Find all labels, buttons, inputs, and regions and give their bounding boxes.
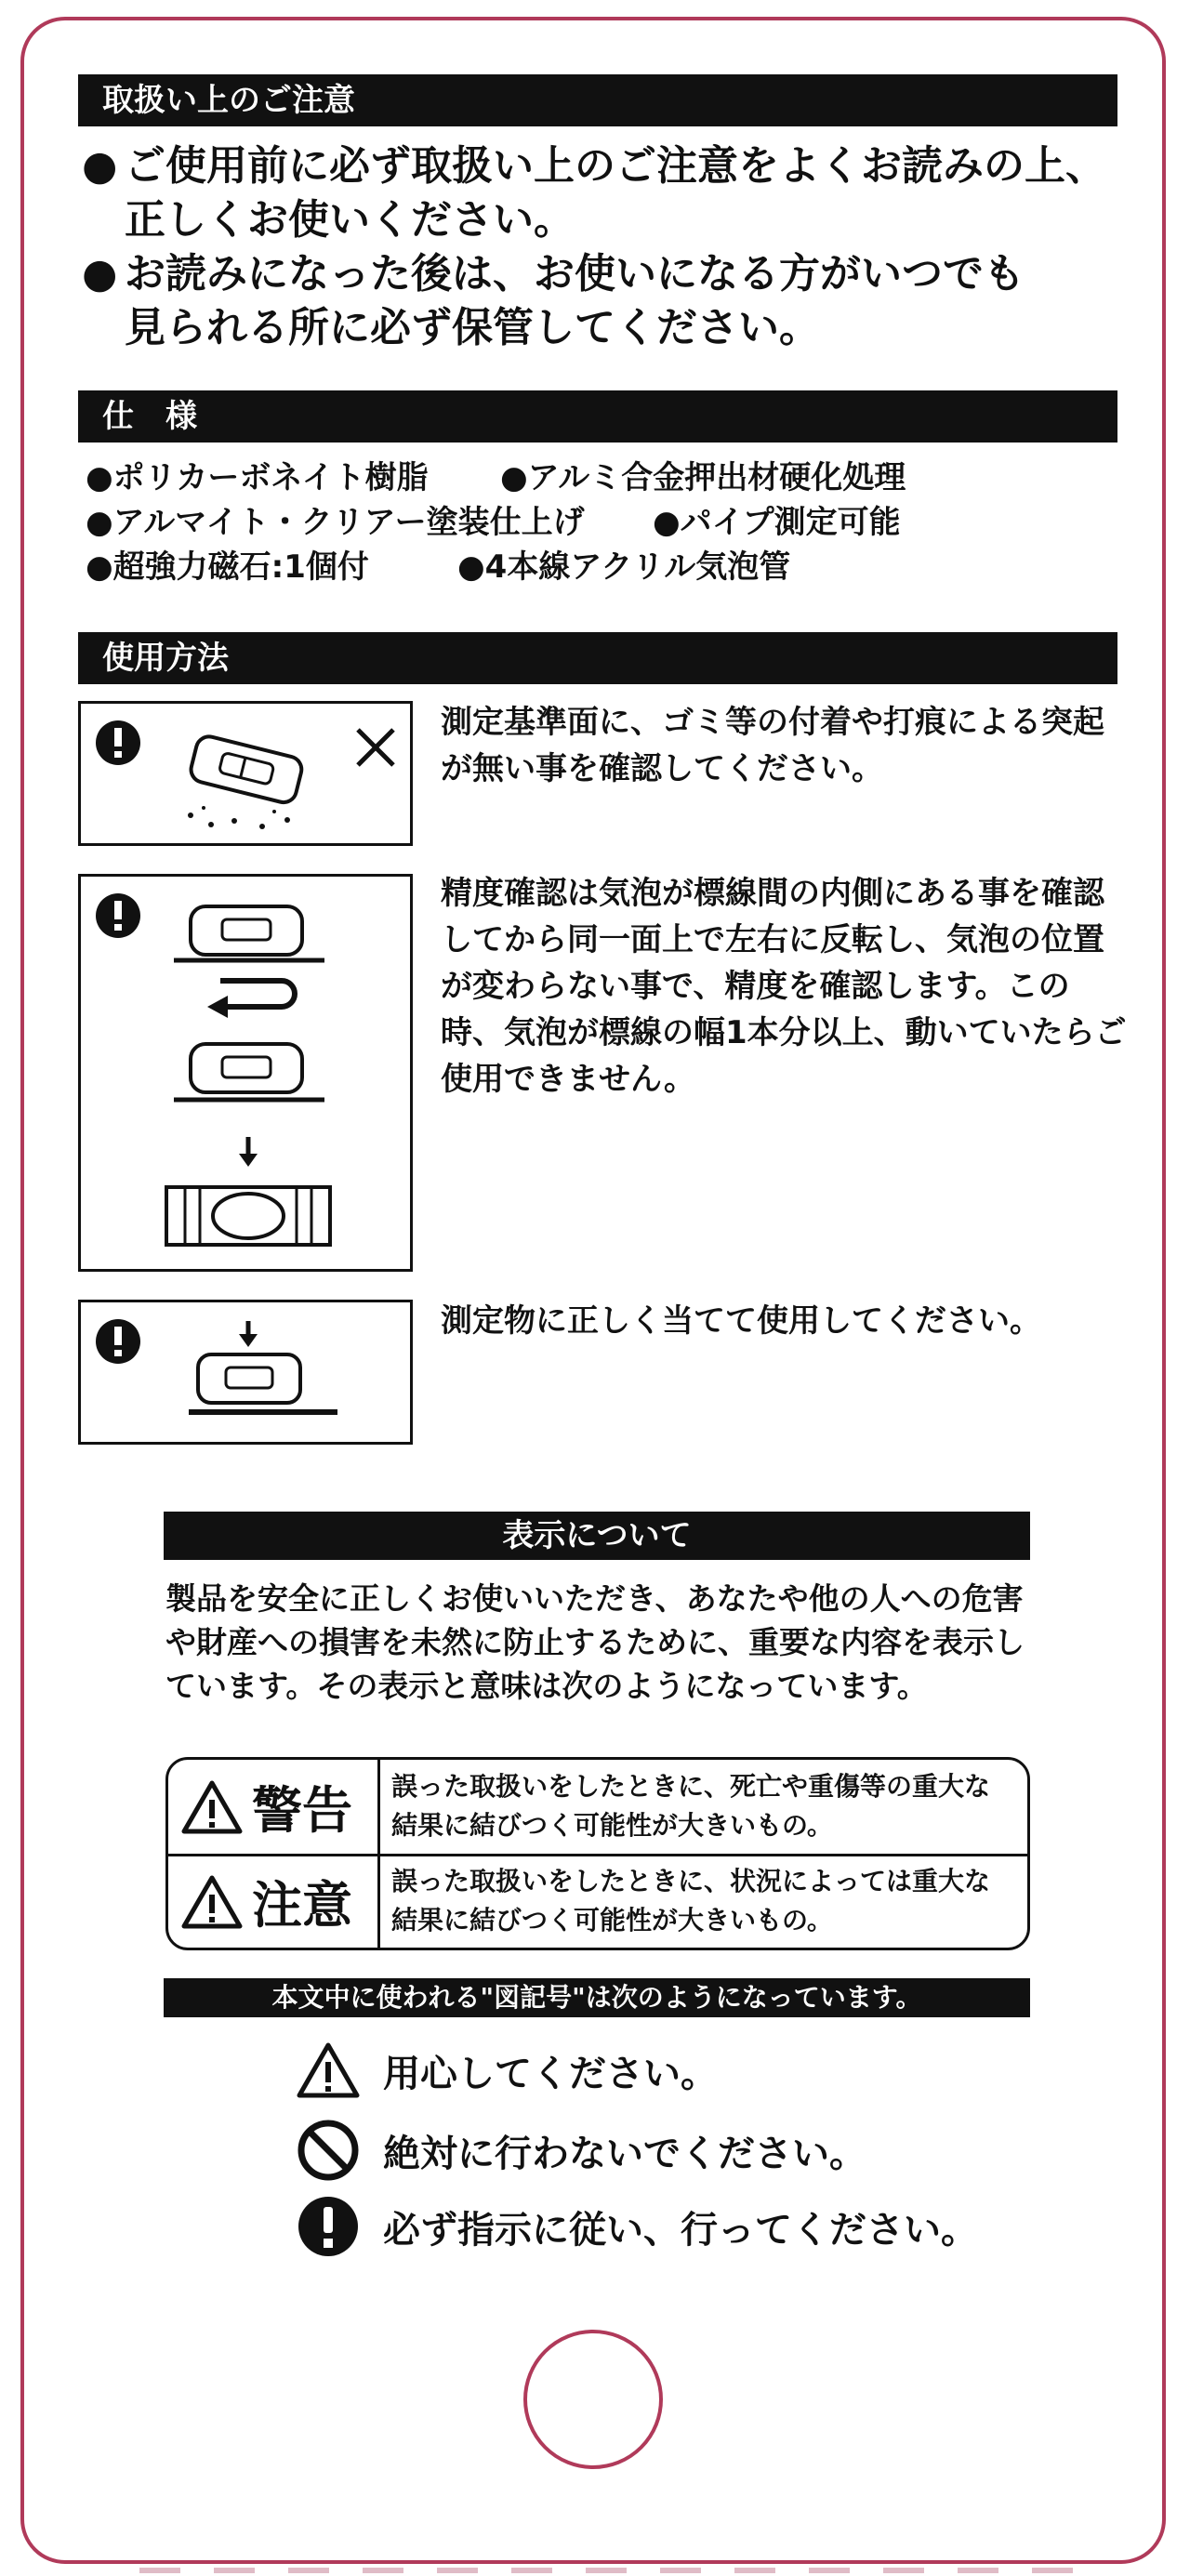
display-header: 表示について <box>164 1512 1030 1560</box>
warning-triangle-icon <box>181 1779 243 1835</box>
warning-row <box>168 1760 1027 1856</box>
level-bottom-icon <box>174 1044 324 1100</box>
step2-figure <box>78 874 413 1272</box>
caution-line-4: 見られる所に必ず保管してください。 <box>125 304 820 351</box>
symbols-header: 本文中に使われる"図記号"は次のようになっています。 <box>164 1978 1030 2017</box>
legend-prohibition: 絶対に行わないでください。 <box>296 2118 866 2183</box>
exclamation-icon <box>96 893 140 938</box>
step3-figure <box>78 1300 413 1445</box>
warning-description: 誤った取扱いをしたときに、死亡や重傷等の重大な結果に結びつく可能性が大きいもの。 <box>391 1771 991 1841</box>
step1-text: 測定基準面に、ゴミ等の付着や打痕による突起が無い事を確認してください。 <box>441 704 1104 787</box>
caution-description: 誤った取扱いをしたときに、状況によっては重大な結果に結びつく可能性が大きいもの。 <box>391 1866 991 1935</box>
caution-row <box>168 1855 1027 1949</box>
prohibition-icon <box>296 2118 361 2183</box>
caution-line-3: ● お読みになった後は、お使いになる方がいつでも <box>82 250 1025 297</box>
caution-header: 取扱い上のご注意 <box>78 74 1117 126</box>
exclamation-icon <box>96 720 140 765</box>
vial-icon <box>166 1187 330 1245</box>
warning-table <box>165 1757 1030 1950</box>
legend-mandatory: 必ず指示に従い、行ってください。 <box>296 2194 978 2259</box>
spec-item-3: ●アルマイト・クリアー塗装仕上げ <box>86 504 585 541</box>
spec-header: 仕 様 <box>78 390 1117 443</box>
home-circle-button[interactable] <box>523 2330 663 2469</box>
debris-dots <box>188 806 290 829</box>
warning-label: 警告 <box>252 1781 352 1840</box>
step3-text: 測定物に正しく当てて使用してください。 <box>441 1302 1041 1340</box>
spec-item-1: ●ポリカーボネイト樹脂 <box>86 459 429 496</box>
level-tilted-icon <box>189 733 305 805</box>
spec-item-4: ●パイプ測定可能 <box>653 504 901 541</box>
warning-triangle-icon <box>181 1874 243 1930</box>
caution-label-cell <box>168 1855 380 1949</box>
spec-item-6: ●4本線アクリル気泡管 <box>457 548 791 586</box>
caution-line-2: 正しくお使いください。 <box>125 196 575 244</box>
level-on-surface-icon <box>189 1354 337 1412</box>
display-description: 製品を安全に正しくお使いいただき、あなたや他の人への危害や財産への損害を未然に防止するために、重要な内容を表示しています。その表示と意味は次のようになっています。 <box>165 1580 1025 1704</box>
exclamation-icon <box>96 1319 140 1364</box>
mandatory-icon <box>296 2194 361 2259</box>
spec-item-2: ●アルミ合金押出材硬化処理 <box>500 459 906 496</box>
caution-triangle-icon <box>296 2041 361 2099</box>
warning-label-cell <box>168 1760 380 1854</box>
usage-header: 使用方法 <box>78 632 1117 684</box>
down-arrow-icon <box>239 1137 258 1167</box>
step2-text: 精度確認は気泡が標線間の内側にある事を確認してから同一面上で左右に反転し、気泡の位置が変わらない事で、精度を確認します。この時、気泡が標線の幅1本分以上、動いていたらご使用できません。 <box>441 875 1127 1098</box>
caution-label: 注意 <box>252 1876 352 1935</box>
level-top-icon <box>174 906 324 960</box>
caution-line-1: ● ご使用前に必ず取扱い上のご注意をよくお読みの上、 <box>82 142 1106 190</box>
legend-caution: 用心してください。 <box>296 2041 718 2099</box>
cross-icon <box>358 730 393 765</box>
flip-arrow-icon <box>207 981 295 1018</box>
step1-figure <box>78 701 413 846</box>
spec-item-5: ●超強力磁石:1個付 <box>86 548 369 586</box>
down-arrow-icon <box>239 1321 258 1347</box>
